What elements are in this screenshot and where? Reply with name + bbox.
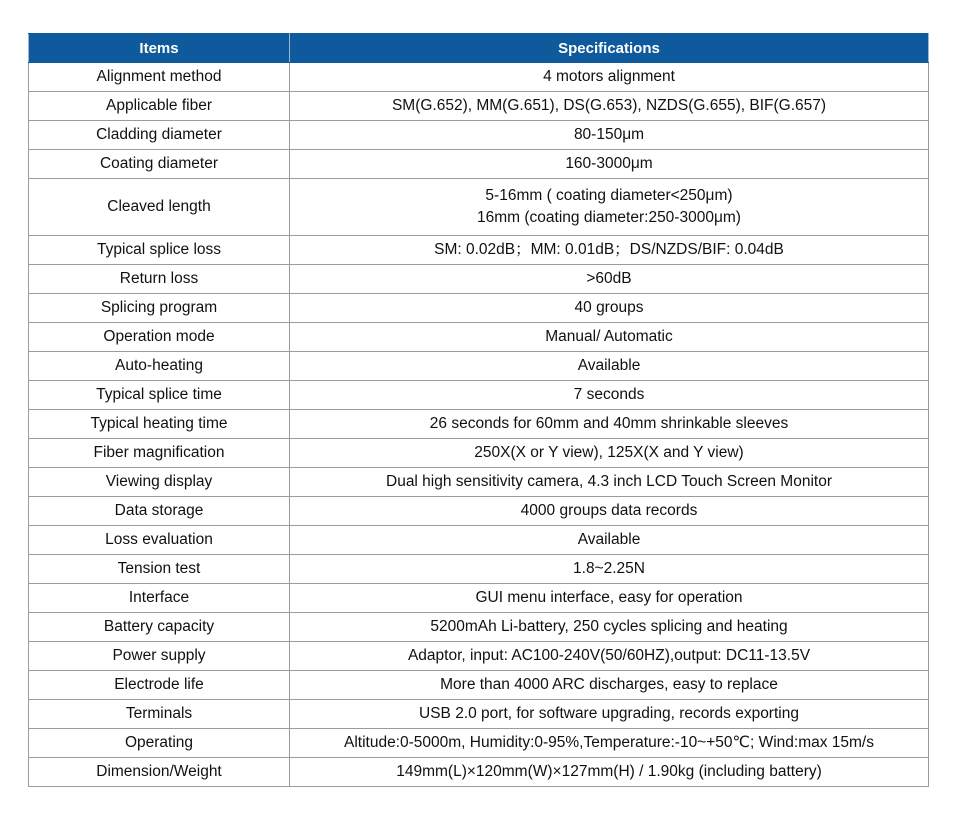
table-row [29, 410, 929, 439]
spec-cell: 149mm(L)×120mm(W)×127mm(H) / 1.90kg (including battery) [290, 758, 929, 787]
spec-cell: 7 seconds [290, 381, 929, 410]
item-cell: Dimension/Weight [29, 758, 290, 787]
spec-cell: 5200mAh Li-battery, 250 cycles splicing and heating [290, 613, 929, 642]
spec-cell: >60dB [290, 265, 929, 294]
table-row [29, 642, 929, 671]
table-row [29, 92, 929, 121]
item-cell: Terminals [29, 700, 290, 729]
table-row [29, 63, 929, 92]
spec-cell: 1.8~2.25N [290, 555, 929, 584]
item-cell: Coating diameter [29, 150, 290, 179]
item-cell: Alignment method [29, 63, 290, 92]
header-items: Items [29, 34, 290, 63]
spec-cell: 80-150μm [290, 121, 929, 150]
spec-cell: 250X(X or Y view), 125X(X and Y view) [290, 439, 929, 468]
item-cell: Cladding diameter [29, 121, 290, 150]
item-cell: Typical splice loss [29, 236, 290, 265]
item-cell: Typical splice time [29, 381, 290, 410]
item-cell: Interface [29, 584, 290, 613]
table-row [29, 294, 929, 323]
spec-cell: Available [290, 526, 929, 555]
spec-cell: Available [290, 352, 929, 381]
spec-cell: SM: 0.02dB；MM: 0.01dB；DS/NZDS/BIF: 0.04dB [290, 236, 929, 265]
table-row [29, 121, 929, 150]
table-header-row [29, 34, 929, 63]
item-cell: Operating [29, 729, 290, 758]
table-row [29, 526, 929, 555]
table-row [29, 700, 929, 729]
item-cell: Tension test [29, 555, 290, 584]
specifications-table [28, 33, 929, 787]
item-cell: Viewing display [29, 468, 290, 497]
table-row [29, 352, 929, 381]
table-row [29, 468, 929, 497]
item-cell: Auto-heating [29, 352, 290, 381]
item-cell: Splicing program [29, 294, 290, 323]
table-row [29, 613, 929, 642]
item-cell: Data storage [29, 497, 290, 526]
table-row [29, 381, 929, 410]
spec-cell: 5-16mm ( coating diameter<250μm) 16mm (coating diameter:250-3000μm) [290, 179, 929, 236]
spec-cell: GUI menu interface, easy for operation [290, 584, 929, 613]
item-cell: Power supply [29, 642, 290, 671]
spec-cell: 4000 groups data records [290, 497, 929, 526]
spec-cell: Dual high sensitivity camera, 4.3 inch LCD Touch Screen Monitor [290, 468, 929, 497]
table-row [29, 439, 929, 468]
item-cell: Typical heating time [29, 410, 290, 439]
table-row [29, 497, 929, 526]
table-row [29, 150, 929, 179]
table-row [29, 758, 929, 787]
spec-cell: More than 4000 ARC discharges, easy to replace [290, 671, 929, 700]
spec-cell: 160-3000μm [290, 150, 929, 179]
table-row [29, 584, 929, 613]
item-cell: Applicable fiber [29, 92, 290, 121]
table-row [29, 555, 929, 584]
header-specifications: Specifications [290, 34, 929, 63]
spec-cell: 26 seconds for 60mm and 40mm shrinkable sleeves [290, 410, 929, 439]
table-row [29, 236, 929, 265]
table-row [29, 729, 929, 758]
spec-cell: SM(G.652), MM(G.651), DS(G.653), NZDS(G.655), BIF(G.657) [290, 92, 929, 121]
item-cell: Fiber magnification [29, 439, 290, 468]
item-cell: Electrode life [29, 671, 290, 700]
item-cell: Operation mode [29, 323, 290, 352]
spec-cell: USB 2.0 port, for software upgrading, records exporting [290, 700, 929, 729]
table-row [29, 671, 929, 700]
spec-cell: 4 motors alignment [290, 63, 929, 92]
spec-cell: Altitude:0-5000m, Humidity:0-95%,Temperature:-10~+50℃; Wind:max 15m/s [290, 729, 929, 758]
item-cell: Return loss [29, 265, 290, 294]
table-row [29, 323, 929, 352]
table-row [29, 265, 929, 294]
item-cell: Battery capacity [29, 613, 290, 642]
item-cell: Cleaved length [29, 179, 290, 236]
spec-cell: Adaptor, input: AC100-240V(50/60HZ),output: DC11-13.5V [290, 642, 929, 671]
table-row [29, 179, 929, 236]
item-cell: Loss evaluation [29, 526, 290, 555]
spec-cell: Manual/ Automatic [290, 323, 929, 352]
spec-cell: 40 groups [290, 294, 929, 323]
